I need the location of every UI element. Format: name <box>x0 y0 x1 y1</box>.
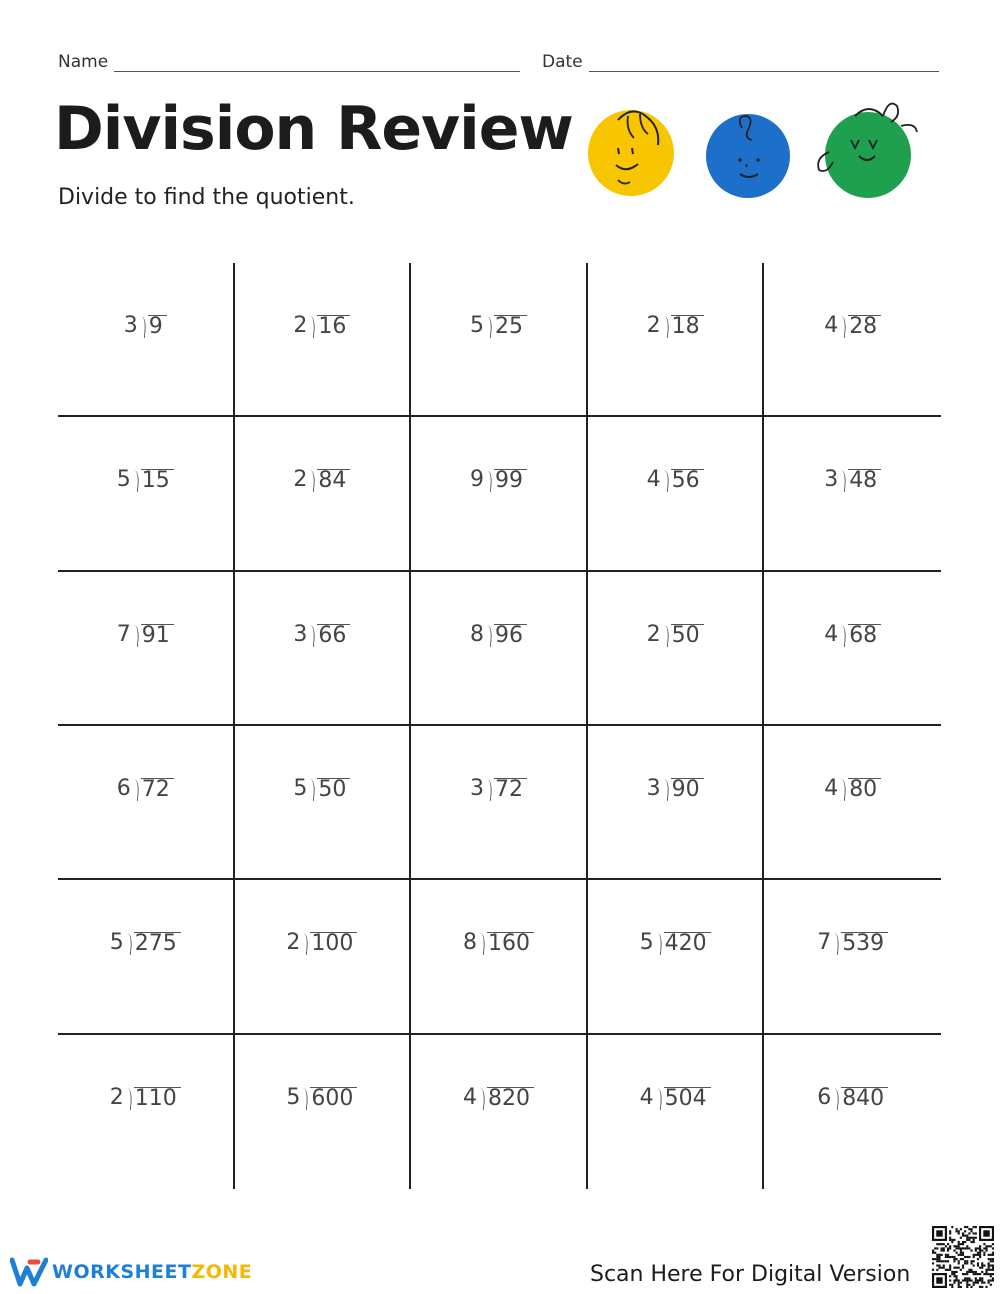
division-problem <box>110 930 181 955</box>
division-bracket-icon <box>839 625 847 647</box>
logo-word-worksheet: WORKSHEET <box>52 1261 192 1283</box>
dividend: 15 <box>141 469 174 492</box>
divisor: 5 <box>286 1084 301 1110</box>
division-problem <box>117 776 174 801</box>
date-line[interactable] <box>589 55 939 72</box>
divisor: 6 <box>817 1084 832 1110</box>
divisor: 4 <box>646 467 661 493</box>
dividend: 820 <box>487 1087 534 1110</box>
problem-cell[interactable] <box>764 1035 941 1189</box>
date-label: Date <box>542 52 583 72</box>
divisor: 2 <box>293 313 308 338</box>
division-problem <box>824 776 881 801</box>
scan-text: Scan Here For Digital Version <box>590 1262 911 1287</box>
division-problem <box>286 930 357 955</box>
problem-cell[interactable] <box>235 572 412 726</box>
divisor: 4 <box>824 621 839 647</box>
division-bracket-icon <box>308 316 316 338</box>
division-problem <box>117 467 174 492</box>
problem-cell[interactable] <box>764 417 941 571</box>
division-bracket-icon <box>661 779 669 801</box>
division-bracket-icon <box>308 625 316 647</box>
logo-word-zone: ZONE <box>191 1261 253 1283</box>
division-bracket-icon <box>839 470 847 492</box>
division-problem <box>817 1085 888 1110</box>
problem-cell[interactable] <box>764 880 941 1034</box>
dividend: 91 <box>141 624 174 647</box>
division-problem <box>463 930 534 955</box>
problem-cell[interactable] <box>235 726 412 880</box>
divisor: 3 <box>469 775 484 801</box>
divisor: 2 <box>286 930 301 956</box>
division-bracket-icon <box>139 316 147 338</box>
division-bracket-icon <box>308 470 316 492</box>
problem-cell[interactable] <box>58 880 235 1034</box>
division-bracket-icon <box>485 779 493 801</box>
date-field[interactable] <box>542 52 939 72</box>
dividend: 50 <box>671 624 704 647</box>
problem-cell[interactable] <box>764 572 941 726</box>
division-problem <box>824 313 881 338</box>
divisor: 2 <box>646 313 661 338</box>
division-problem <box>647 622 704 647</box>
problem-cell[interactable] <box>235 880 412 1034</box>
division-bracket-icon <box>301 1088 309 1110</box>
division-bracket-icon <box>832 1088 840 1110</box>
yellow-face-icon <box>588 110 674 196</box>
problem-cell[interactable] <box>411 417 588 571</box>
problem-cell[interactable] <box>411 726 588 880</box>
divisor: 4 <box>462 1084 477 1110</box>
divisor: 9 <box>469 467 484 493</box>
division-bracket-icon <box>839 316 847 338</box>
problem-cell[interactable] <box>58 263 235 417</box>
divisor: 8 <box>462 930 477 956</box>
division-bracket-icon <box>654 1088 662 1110</box>
problem-cell[interactable] <box>764 726 941 880</box>
division-problem <box>470 313 527 338</box>
divisor: 5 <box>109 930 124 956</box>
division-problem <box>817 930 888 955</box>
dividend: 539 <box>841 932 888 955</box>
worksheet-zone-logo[interactable] <box>10 1256 252 1288</box>
problem-cell[interactable] <box>411 880 588 1034</box>
problem-cell[interactable] <box>588 1035 765 1189</box>
divisor: 3 <box>824 467 839 493</box>
problem-cell[interactable] <box>588 263 765 417</box>
division-bracket-icon <box>661 625 669 647</box>
dividend: 72 <box>141 778 174 801</box>
problem-cell[interactable] <box>588 726 765 880</box>
division-bracket-icon <box>478 1088 486 1110</box>
division-bracket-icon <box>132 470 140 492</box>
dividend: 90 <box>671 778 704 801</box>
dividend: 9 <box>148 315 167 338</box>
dividend: 72 <box>494 778 527 801</box>
division-bracket-icon <box>308 779 316 801</box>
problem-cell[interactable] <box>235 1035 412 1189</box>
divisor: 3 <box>123 313 138 338</box>
dividend: 66 <box>317 624 350 647</box>
dividend: 50 <box>317 778 350 801</box>
divisor: 4 <box>824 775 839 801</box>
division-problem <box>124 313 167 338</box>
division-problem <box>647 776 704 801</box>
problem-cell[interactable] <box>58 726 235 880</box>
division-problem <box>640 930 711 955</box>
division-problem <box>293 622 350 647</box>
dividend: 80 <box>848 778 881 801</box>
division-problem <box>640 1085 711 1110</box>
divisor: 7 <box>817 930 832 956</box>
division-bracket-icon <box>132 625 140 647</box>
dividend: 840 <box>841 1087 888 1110</box>
dividend: 16 <box>317 315 350 338</box>
division-problem <box>470 467 527 492</box>
division-bracket-icon <box>478 933 486 955</box>
problem-cell[interactable] <box>58 572 235 726</box>
problem-cell[interactable] <box>411 263 588 417</box>
dividend: 110 <box>134 1087 181 1110</box>
page-title: Division Review <box>54 94 573 164</box>
division-problem <box>463 1085 534 1110</box>
division-problem <box>117 622 174 647</box>
divisor: 4 <box>639 1084 654 1110</box>
divisor: 5 <box>293 775 308 801</box>
dividend: 96 <box>494 624 527 647</box>
dividend: 420 <box>664 932 711 955</box>
dividend: 25 <box>494 315 527 338</box>
blue-face-icon <box>706 114 790 198</box>
divisor: 3 <box>293 621 308 647</box>
qr-code-icon[interactable] <box>932 1226 994 1288</box>
dividend: 84 <box>317 469 350 492</box>
dividend: 56 <box>671 469 704 492</box>
division-bracket-icon <box>832 933 840 955</box>
divisor: 5 <box>469 313 484 338</box>
divisor: 2 <box>646 621 661 647</box>
dividend: 275 <box>134 932 181 955</box>
division-problem <box>286 1085 357 1110</box>
divisor: 2 <box>293 467 308 493</box>
character-faces <box>580 95 940 215</box>
problem-cell[interactable] <box>588 417 765 571</box>
divisor: 3 <box>646 775 661 801</box>
division-problem <box>824 467 881 492</box>
problem-cell[interactable] <box>764 263 941 417</box>
divisor: 6 <box>116 775 131 801</box>
name-label: Name <box>58 52 109 72</box>
division-problem <box>293 313 350 338</box>
dividend: 99 <box>494 469 527 492</box>
dividend: 48 <box>848 469 881 492</box>
problem-cell[interactable] <box>58 417 235 571</box>
division-bracket-icon <box>485 316 493 338</box>
division-bracket-icon <box>125 933 133 955</box>
dividend: 600 <box>310 1087 357 1110</box>
division-bracket-icon <box>485 470 493 492</box>
division-problem <box>470 622 527 647</box>
name-field[interactable] <box>58 52 520 72</box>
divisor: 2 <box>109 1084 124 1110</box>
divisor: 7 <box>116 621 131 647</box>
problem-cell[interactable] <box>411 572 588 726</box>
problem-cell[interactable] <box>235 263 412 417</box>
instructions: Divide to find the quotient. <box>58 185 355 210</box>
division-problem <box>647 467 704 492</box>
divisor: 5 <box>639 930 654 956</box>
division-problem <box>110 1085 181 1110</box>
division-bracket-icon <box>654 933 662 955</box>
problem-cell[interactable] <box>235 417 412 571</box>
division-bracket-icon <box>661 316 669 338</box>
division-bracket-icon <box>125 1088 133 1110</box>
problem-cell[interactable] <box>411 1035 588 1189</box>
division-bracket-icon <box>485 625 493 647</box>
division-problem <box>647 313 704 338</box>
division-problem <box>470 776 527 801</box>
green-face-icon <box>825 112 911 198</box>
division-bracket-icon <box>132 779 140 801</box>
divisor: 8 <box>469 621 484 647</box>
name-line[interactable] <box>114 55 520 72</box>
wz-logo-icon <box>10 1256 48 1288</box>
problem-grid <box>58 263 941 1189</box>
division-bracket-icon <box>301 933 309 955</box>
dividend: 18 <box>671 315 704 338</box>
problem-cell[interactable] <box>588 880 765 1034</box>
problem-cell[interactable] <box>588 572 765 726</box>
division-problem <box>293 467 350 492</box>
dividend: 160 <box>487 932 534 955</box>
dividend: 68 <box>848 624 881 647</box>
division-problem <box>824 622 881 647</box>
division-bracket-icon <box>839 779 847 801</box>
dividend: 504 <box>664 1087 711 1110</box>
dividend: 100 <box>310 932 357 955</box>
dividend: 28 <box>848 315 881 338</box>
divisor: 5 <box>116 467 131 493</box>
problem-cell[interactable] <box>58 1035 235 1189</box>
divisor: 4 <box>824 313 839 338</box>
division-bracket-icon <box>661 470 669 492</box>
division-problem <box>293 776 350 801</box>
